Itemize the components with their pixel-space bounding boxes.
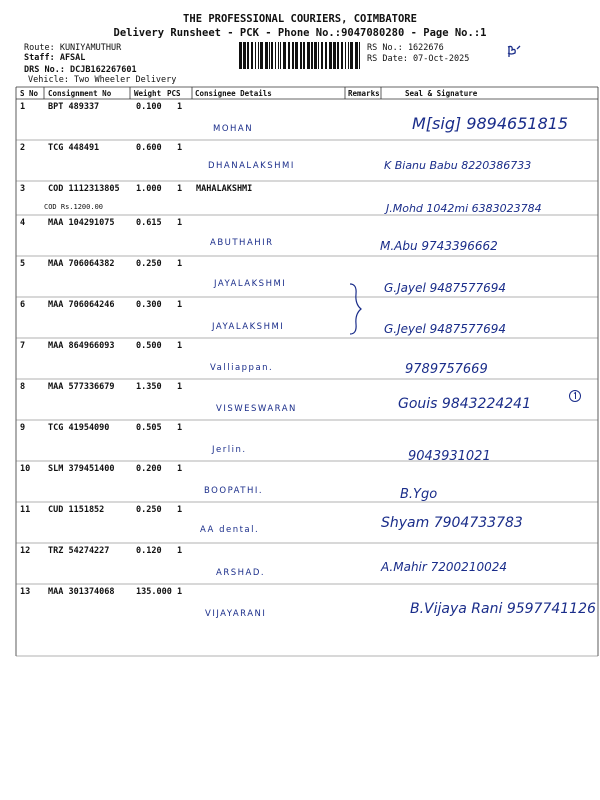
- serial-number: 8: [20, 382, 26, 392]
- serial-number: 3: [20, 184, 26, 194]
- handwritten-signature: A.Mahir 7200210024: [381, 560, 507, 574]
- handwritten-consignee: BOOPATHI.: [204, 486, 264, 496]
- col-signature: Seal & Signature: [405, 89, 478, 98]
- consignment-number: MAA 864966093: [48, 341, 115, 351]
- rs-number: RS No.: 1622676: [367, 43, 444, 53]
- staff-label: Staff: AFSAL: [24, 53, 86, 63]
- serial-number: 6: [20, 300, 26, 310]
- consignment-number: MAA 104291075: [48, 218, 115, 228]
- serial-number: 1: [20, 102, 26, 112]
- handwritten-consignee: Jerlin.: [212, 445, 247, 455]
- circled-one-mark: [568, 389, 582, 403]
- serial-number: 9: [20, 423, 26, 433]
- weight-value: 0.505: [136, 423, 162, 433]
- handwritten-consignee: Valliappan.: [210, 363, 274, 373]
- pcs-count: 1: [177, 143, 183, 153]
- col-weight: Weight: [134, 89, 162, 98]
- col-pcs: PCS: [167, 89, 181, 98]
- pcs-count: 1: [177, 300, 183, 310]
- weight-value: 135.000: [136, 587, 172, 597]
- weight-value: 0.500: [136, 341, 162, 351]
- handwritten-signature: Gouis 9843224241: [398, 396, 531, 412]
- handwritten-consignee: MOHAN: [213, 124, 254, 134]
- pcs-count: 1: [177, 505, 183, 515]
- pcs-count: 1: [177, 259, 183, 269]
- pcs-count: 1: [177, 546, 183, 556]
- weight-value: 0.615: [136, 218, 162, 228]
- handwritten-signature: K Bianu Babu 8220386733: [384, 159, 532, 172]
- pcs-count: 1: [177, 587, 183, 597]
- consignment-number: MAA 301374068: [48, 587, 115, 597]
- rs-date: RS Date: 07-Oct-2025: [367, 54, 470, 64]
- pcs-count: 1: [177, 423, 183, 433]
- serial-number: 2: [20, 143, 26, 153]
- handwritten-consignee: VIJAYARANI: [205, 609, 267, 619]
- drs-number: DRS No.: DCJB162267601: [24, 65, 137, 75]
- serial-number: 7: [20, 341, 26, 351]
- col-consignee: Consignee Details: [195, 89, 272, 98]
- handwritten-consignee: DHANALAKSHMI: [208, 161, 295, 171]
- handwritten-signature: 9789757669: [405, 362, 488, 377]
- handwritten-signature: 9043931021: [408, 449, 491, 464]
- handwritten-signature: M[sig] 9894651815: [412, 114, 569, 133]
- serial-number: 12: [20, 546, 31, 556]
- handwritten-signature: B.Ygo: [400, 487, 438, 502]
- weight-value: 0.120: [136, 546, 162, 556]
- serial-number: 10: [20, 464, 31, 474]
- consignment-number: CUD 1151852: [48, 505, 105, 515]
- weight-value: 0.250: [136, 505, 162, 515]
- pcs-count: 1: [177, 341, 183, 351]
- consignment-number: BPT 489337: [48, 102, 100, 112]
- brace-mark: [347, 282, 365, 336]
- weight-value: 0.300: [136, 300, 162, 310]
- pcs-count: 1: [177, 184, 183, 194]
- handwritten-consignee: ABUTHAHIR: [210, 238, 274, 248]
- weight-value: 0.200: [136, 464, 162, 474]
- col-consignment: Consignment No: [48, 89, 112, 98]
- weight-value: 1.350: [136, 382, 162, 392]
- consignment-number: TCG 41954090: [48, 423, 110, 433]
- handwritten-signature: B.Vijaya Rani 9597741126: [410, 601, 596, 617]
- consignment-number: MAA 577336679: [48, 382, 115, 392]
- handwritten-consignee: ARSHAD.: [216, 568, 266, 578]
- handwritten-signature: J.Mohd 1042mi 6383023784: [386, 202, 542, 215]
- handwritten-consignee: JAYALAKSHMI: [214, 279, 287, 289]
- handwritten-consignee: VISWESWARAN: [216, 404, 297, 414]
- pcs-count: 1: [177, 464, 183, 474]
- weight-value: 0.100: [136, 102, 162, 112]
- weight-value: 1.000: [136, 184, 162, 194]
- consignment-number: COD 1112313805: [48, 184, 120, 194]
- pcs-count: 1: [177, 102, 183, 112]
- company-title: THE PROFESSIONAL COURIERS, COIMBATORE: [183, 13, 417, 25]
- consignment-number: TCG 448491: [48, 143, 100, 153]
- handwritten-consignee: AA dental.: [200, 525, 260, 535]
- consignment-number: SLM 379451400: [48, 464, 115, 474]
- col-sno: S No: [20, 89, 39, 98]
- cod-amount: COD Rs.1200.00: [44, 203, 104, 211]
- vehicle-label: Vehicle: Two Wheeler Delivery: [28, 75, 177, 85]
- weight-value: 0.600: [136, 143, 162, 153]
- serial-number: 11: [20, 505, 31, 515]
- serial-number: 4: [20, 218, 26, 228]
- consignment-number: MAA 706064382: [48, 259, 115, 269]
- pcs-count: 1: [177, 382, 183, 392]
- handwritten-consignee: JAYALAKSHMI: [212, 322, 285, 332]
- consignment-number: MAA 706064246: [48, 300, 115, 310]
- handwritten-signature: G.Jeyel 9487577694: [384, 322, 507, 336]
- route-label: Route: KUNIYAMUTHUR: [24, 43, 122, 53]
- col-remarks: Remarks: [348, 89, 380, 98]
- pcs-count: 1: [177, 218, 183, 228]
- handwritten-signature: M.Abu 9743396662: [380, 239, 498, 253]
- consignment-number: TRZ 54274227: [48, 546, 110, 556]
- consignee-name: MAHALAKSHMI: [196, 184, 253, 194]
- serial-number: 13: [20, 587, 31, 597]
- handwritten-signature: G.Jayel 9487577694: [384, 281, 506, 295]
- handwritten-signature: Shyam 7904733783: [381, 515, 523, 531]
- weight-value: 0.250: [136, 259, 162, 269]
- serial-number: 5: [20, 259, 26, 269]
- runsheet-subtitle: Delivery Runsheet - PCK - Phone No.:9047080280 - Page No.:1: [113, 27, 487, 39]
